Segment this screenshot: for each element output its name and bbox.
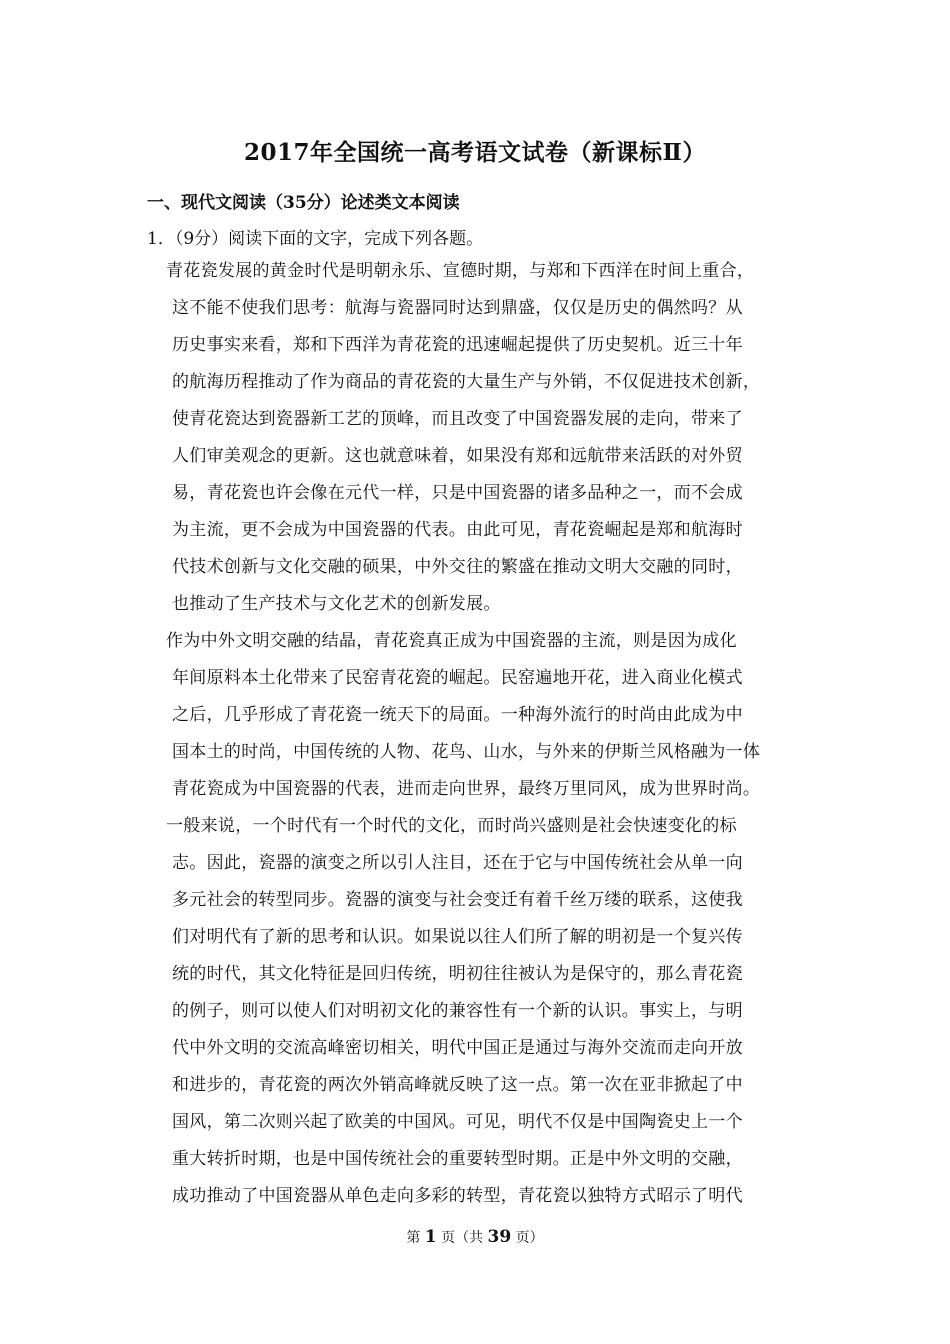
passage-line: 青花瓷发展的黄金时代是明朝永乐、宣德时期，与郑和下西洋在时间上重合， xyxy=(166,261,755,281)
passage-line: 成功推动了中国瓷器从单色走向多彩的转型，青花瓷以独特方式昭示了明代 xyxy=(172,1186,743,1206)
reading-passage xyxy=(166,258,816,1220)
question-instruction: 1．（9分）阅读下面的文字，完成下列各题。 xyxy=(147,229,484,249)
passage-line: 历史事实来看，郑和下西洋为青花瓷的迅速崛起提供了历史契机。近三十年 xyxy=(172,335,743,355)
page-number: 1 xyxy=(424,1227,437,1247)
passage-line: 这不能不使我们思考：航海与瓷器同时达到鼎盛，仅仅是历史的偶然吗？从 xyxy=(172,298,743,318)
section-heading: 一、现代文阅读（35分）论述类文本阅读 xyxy=(147,193,460,213)
passage-line: 为主流，更不会成为中国瓷器的代表。由此可见，青花瓷崛起是郑和航海时 xyxy=(172,520,743,540)
footer-prefix: 第 xyxy=(406,1230,421,1246)
passage-line: 国风，第二次则兴起了欧美的中国风。可见，明代不仅是中国陶瓷史上一个 xyxy=(172,1112,743,1132)
passage-line: 人们审美观念的更新。这也就意味着，如果没有郑和远航带来活跃的对外贸 xyxy=(172,446,743,466)
passage-line: 代中外文明的交流高峰密切相关，明代中国正是通过与海外交流而走向开放 xyxy=(172,1038,743,1058)
total-pages: 39 xyxy=(487,1227,512,1247)
passage-line: 们对明代有了新的思考和认识。如果说以往人们所了解的明初是一个复兴传 xyxy=(172,927,743,947)
footer-suffix: 页） xyxy=(515,1230,544,1246)
passage-line: 多元社会的转型同步。瓷器的演变与社会变迁有着千丝万缕的联系，这使我 xyxy=(172,890,743,910)
passage-line: 代技术创新与文化交融的硕果，中外交往的繁盛在推动文明大交融的同时， xyxy=(172,557,743,577)
passage-line: 一般来说，一个时代有一个时代的文化，而时尚兴盛则是社会快速变化的标 xyxy=(166,816,737,836)
passage-line: 作为中外文明交融的结晶，青花瓷真正成为中国瓷器的主流，则是因为成化 xyxy=(166,631,737,651)
passage-line: 使青花瓷达到瓷器新工艺的顶峰，而且改变了中国瓷器发展的走向，带来了 xyxy=(172,409,743,429)
passage-line: 国本土的时尚，中国传统的人物、花鸟、山水，与外来的伊斯兰风格融为一体 xyxy=(172,742,761,762)
passage-line: 志。因此，瓷器的演变之所以引人注目，还在于它与中国传统社会从单一向 xyxy=(172,853,743,873)
passage-line: 易，青花瓷也许会像在元代一样，只是中国瓷器的诸多品种之一，而不会成 xyxy=(172,483,743,503)
passage-line: 之后，几乎形成了青花瓷一统天下的局面。一种海外流行的时尚由此成为中 xyxy=(172,705,743,725)
passage-line: 年间原料本土化带来了民窑青花瓷的崛起。民窑遍地开花，进入商业化模式 xyxy=(172,668,743,688)
passage-line: 也推动了生产技术与文化艺术的创新发展。 xyxy=(172,594,501,614)
footer-middle: 页（共 xyxy=(441,1230,484,1246)
passage-line: 青花瓷成为中国瓷器的代表，进而走向世界，最终万里同风，成为世界时尚。 xyxy=(172,779,761,799)
passage-line: 的航海历程推动了作为商品的青花瓷的大量生产与外销，不仅促进技术创新， xyxy=(172,372,761,392)
passage-line: 重大转折时期，也是中国传统社会的重要转型时期。正是中外文明的交融， xyxy=(172,1149,743,1169)
page-footer xyxy=(0,1227,950,1247)
passage-line: 的例子，则可以使人们对明初文化的兼容性有一个新的认识。事实上，与明 xyxy=(172,1001,743,1021)
passage-line: 和进步的，青花瓷的两次外销高峰就反映了这一点。第一次在亚非掀起了中 xyxy=(172,1075,743,1095)
passage-line: 统的时代，其文化特征是回归传统，明初往往被认为是保守的，那么青花瓷 xyxy=(172,964,743,984)
document-title: 2017年全国统一高考语文试卷（新课标Ⅱ） xyxy=(244,139,706,166)
